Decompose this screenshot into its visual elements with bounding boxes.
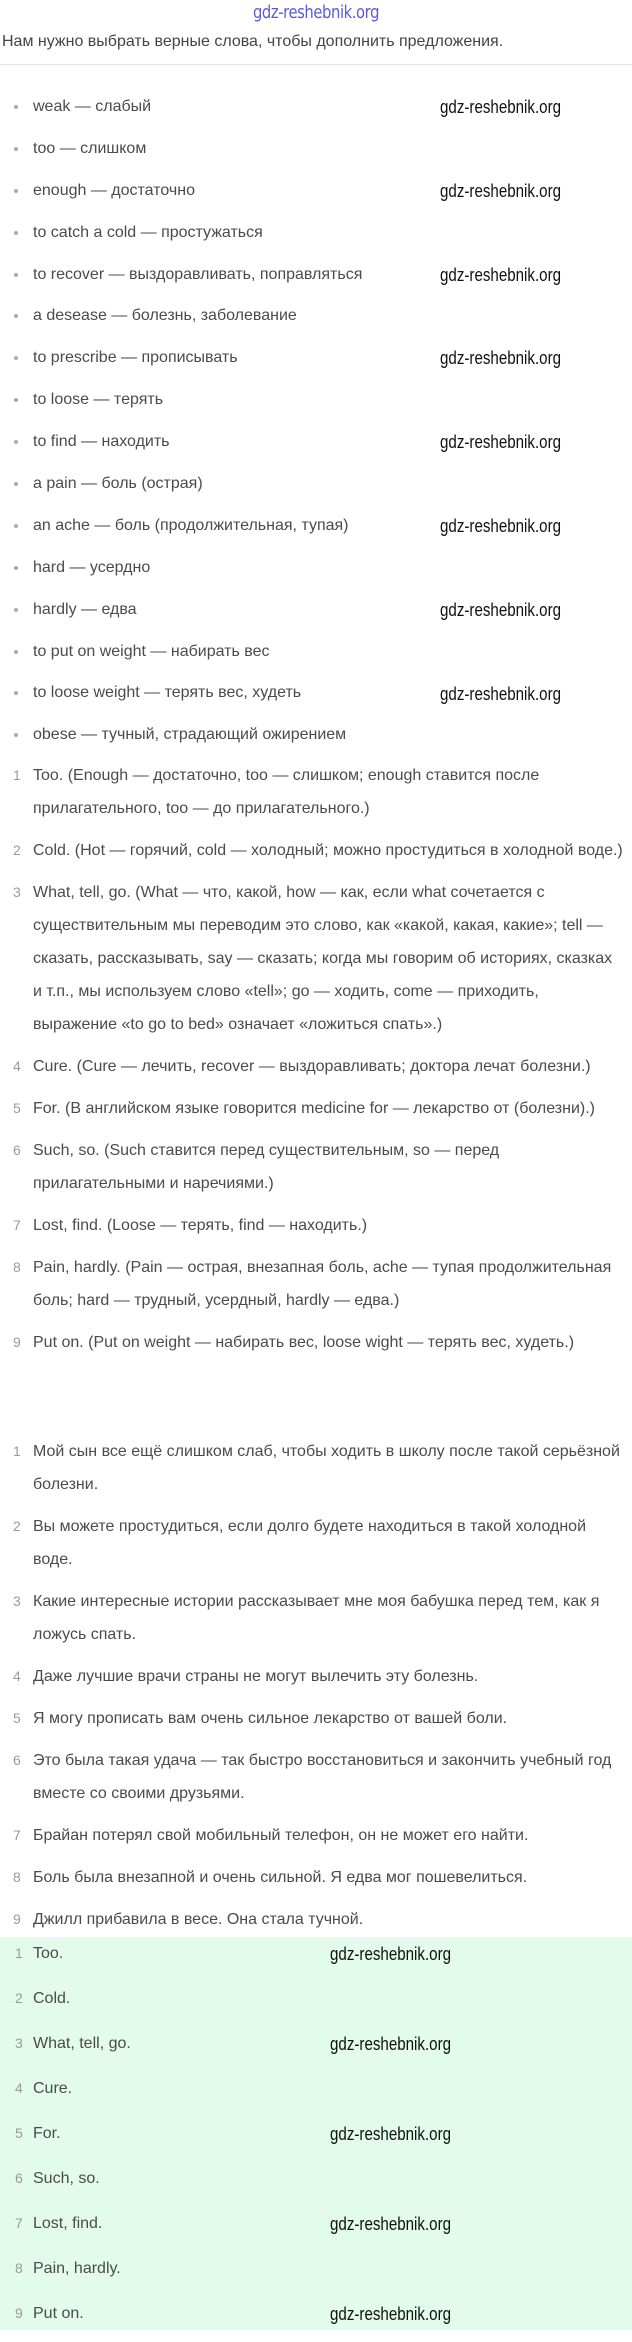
item-number: 5: [13, 1100, 21, 1116]
site-link-header[interactable]: gdz-reshebnik.org: [252, 2, 380, 23]
item-text: Cure. (Cure — лечить, recover — выздоравливать; доктора лечат болезни.): [33, 1058, 591, 1075]
item-text: Such, so. (Such ставится перед существительным, so — перед прилагательными и наречиями.): [33, 1142, 500, 1192]
item-number: 8: [13, 1869, 21, 1885]
item-text: What, tell, go.: [33, 2035, 131, 2052]
item-number: 7: [13, 1827, 21, 1843]
item-number: 6: [15, 2170, 23, 2186]
explanation-item: [0, 1251, 632, 1317]
vocabulary-text: a pain — боль (острая): [33, 475, 203, 493]
item-text: Put on. (Put on weight — набирать вес, loose wight — терять вес, худеть.): [33, 1334, 575, 1351]
item-number: 7: [13, 1217, 21, 1233]
answers-box: [0, 1937, 632, 2330]
item-text: Pain, hardly. (Pain — острая, внезапная боль, ache — тупая продолжительная боль; hard — трудный, усердный, hardly — едва.): [33, 1259, 612, 1309]
item-number: 3: [13, 1593, 21, 1609]
item-number: 5: [13, 1710, 21, 1726]
item-number: 4: [15, 2080, 23, 2096]
bullet-icon: [14, 733, 18, 737]
item-number: 7: [15, 2215, 23, 2231]
translation-item: [0, 1903, 632, 1936]
item-text: Боль была внезапной и очень сильной. Я едва мог пошевелиться.: [33, 1869, 528, 1886]
bullet-icon: [14, 147, 18, 151]
item-text: Джилл прибавила в весе. Она стала тучной.: [33, 1911, 364, 1928]
answer-item: [0, 2297, 632, 2342]
answer-item: [0, 2072, 632, 2117]
item-text: For. (В английском языке говорится medicine for — лекарство от (болезни).): [33, 1100, 595, 1117]
intro-text: Нам нужно выбрать верные слова, чтобы дополнить предложения.: [2, 33, 504, 50]
vocabulary-text: an ache — боль (продолжительная, тупая): [33, 516, 349, 534]
bullet-icon: [14, 231, 18, 235]
translation-item: [0, 1744, 632, 1810]
answer-item: [0, 1937, 632, 1982]
watermark: gdz-reshebnik.org: [440, 97, 562, 117]
item-text: Lost, find.: [33, 2215, 103, 2232]
item-text: Lost, find. (Loose — терять, find — находить.): [33, 1217, 368, 1234]
vocabulary-item: [0, 547, 632, 589]
vocabulary-item: [0, 631, 632, 673]
item-text: Cold.: [33, 1990, 71, 2007]
item-number: 1: [13, 1443, 21, 1459]
item-number: 8: [15, 2260, 23, 2276]
watermark: gdz-reshebnik.org: [330, 2034, 452, 2054]
bullet-icon: [14, 273, 18, 277]
item-text: Cure.: [33, 2080, 73, 2097]
item-number: 4: [13, 1668, 21, 1684]
item-text: Pain, hardly.: [33, 2260, 121, 2277]
translation-item: [0, 1819, 632, 1852]
item-number: 9: [15, 2305, 23, 2321]
watermark: gdz-reshebnik.org: [440, 264, 562, 285]
translation-item: [0, 1702, 632, 1735]
item-text: Даже лучшие врачи страны не могут вылечить эту болезнь.: [33, 1668, 479, 1685]
item-text: For.: [33, 2125, 61, 2142]
watermark: gdz-reshebnik.org: [440, 599, 562, 620]
item-number: 6: [13, 1142, 21, 1158]
vocabulary-item: [0, 295, 632, 337]
watermark: gdz-reshebnik.org: [440, 516, 562, 536]
item-number: 1: [13, 767, 21, 783]
bullet-icon: [14, 691, 18, 695]
vocabulary-text: weak — слабый: [33, 98, 152, 115]
vocabulary-text: hardly — едва: [33, 600, 137, 618]
watermark: gdz-reshebnik.org: [330, 1944, 452, 1964]
translation-item: [0, 1660, 632, 1693]
vocabulary-text: to prescribe — прописывать: [33, 349, 238, 367]
answers-list: [0, 1937, 632, 2342]
item-number: 1: [15, 1945, 23, 1961]
explanation-item: [0, 1209, 632, 1242]
bullet-icon: [14, 482, 18, 486]
item-number: 6: [13, 1752, 21, 1768]
watermark: gdz-reshebnik.org: [440, 348, 562, 369]
explanation-item: [0, 1134, 632, 1200]
bullet-icon: [14, 566, 18, 570]
explanation-item: [0, 876, 632, 1041]
answer-item: [0, 2207, 632, 2252]
bullet-icon: [14, 440, 18, 444]
bullet-icon: [14, 524, 18, 528]
vocabulary-text: to catch a cold — простужаться: [33, 223, 263, 241]
translation-item: [0, 1435, 632, 1501]
bullet-icon: [14, 608, 18, 612]
vocabulary-text: to loose weight — терять вес, худеть: [33, 684, 302, 702]
item-text: Cold. (Hot — горячий, cold — холодный; можно простудиться в холодной воде.): [33, 842, 623, 859]
divider: [0, 64, 632, 65]
answer-item: [0, 2117, 632, 2162]
item-text: Вы можете простудиться, если долго будете находиться в такой холодной воде.: [33, 1518, 587, 1568]
vocabulary-item: [0, 128, 632, 170]
watermark: gdz-reshebnik.org: [440, 432, 562, 453]
item-text: Это была такая удача — так быстро восстановиться и закончить учебный год вместе со своими друзьями.: [33, 1752, 612, 1802]
item-number: 2: [13, 842, 21, 858]
item-number: 5: [15, 2125, 23, 2141]
item-text: Я могу прописать вам очень сильное лекарство от вашей боли.: [33, 1710, 508, 1727]
answer-item: [0, 1982, 632, 2027]
item-number: 4: [13, 1058, 21, 1074]
bullet-icon: [14, 189, 18, 193]
explanation-item: [0, 1092, 632, 1125]
vocabulary-text: to put on weight — набирать вес: [33, 642, 270, 660]
bullet-icon: [14, 314, 18, 318]
vocabulary-text: too — слишком: [33, 139, 147, 157]
item-text: Какие интересные истории рассказывает мне моя бабушка перед тем, как я ложусь спать.: [33, 1593, 600, 1643]
item-text: Such, so.: [33, 2170, 100, 2187]
vocabulary-item: [0, 714, 632, 756]
bullet-icon: [14, 650, 18, 654]
item-number: 2: [15, 1990, 23, 2006]
watermark: gdz-reshebnik.org: [330, 2304, 452, 2324]
item-number: 2: [13, 1518, 21, 1534]
answer-item: [0, 2252, 632, 2297]
vocabulary-text: a desease — болезнь, заболевание: [33, 307, 297, 325]
bullet-icon: [14, 105, 18, 109]
vocabulary-text: enough — достаточно: [33, 181, 195, 199]
item-text: Put on.: [33, 2305, 84, 2322]
vocabulary-text: to loose — терять: [33, 391, 164, 409]
item-text: Брайан потерял свой мобильный телефон, он не может его найти.: [33, 1827, 529, 1844]
item-text: What, tell, go. (What — что, какой, how — как, если what сочетается с существительным мы переводим это слово, как «какой, какая, какие»; tell — сказать, рассказывать, say — сказать; когда мы говорим об историях, сказках и т.п., мы используем слово «tell»; go — ходить, come — приходить, выражение «to go to bed» означает «ложиться спать».): [33, 884, 613, 1033]
watermark: gdz-reshebnik.org: [440, 683, 562, 704]
translation-item: [0, 1861, 632, 1894]
explanation-item: [0, 1326, 632, 1359]
watermark: gdz-reshebnik.org: [440, 180, 562, 201]
bullet-icon: [14, 398, 18, 402]
item-text: Too. (Enough — достаточно, too — слишком; enough ставится после прилагательного, too — до прилагательного.): [33, 767, 540, 817]
item-number: 9: [13, 1334, 21, 1350]
vocabulary-item: [0, 212, 632, 254]
explanations-list: [0, 759, 632, 1368]
explanation-item: [0, 759, 632, 825]
explanation-item: [0, 834, 632, 867]
translations-list: [0, 1435, 632, 1945]
vocabulary-item: [0, 463, 632, 505]
item-number: 9: [13, 1911, 21, 1927]
item-number: 3: [13, 884, 21, 900]
vocabulary-item: [0, 379, 632, 421]
translation-item: [0, 1585, 632, 1651]
watermark: gdz-reshebnik.org: [330, 2214, 452, 2234]
vocabulary-text: hard — усердно: [33, 558, 151, 576]
vocabulary-text: to recover — выздоравливать, поправляться: [33, 265, 363, 283]
watermark: gdz-reshebnik.org: [330, 2124, 452, 2144]
vocabulary-text: to find — находить: [33, 433, 170, 451]
item-text: Мой сын все ещё слишком слаб, чтобы ходить в школу после такой серьёзной болезни.: [33, 1443, 620, 1493]
item-number: 3: [15, 2035, 23, 2051]
item-text: Too.: [33, 1945, 64, 1962]
translation-item: [0, 1510, 632, 1576]
answer-item: [0, 2027, 632, 2072]
vocabulary-text: obese — тучный, страдающий ожирением: [33, 726, 347, 744]
bullet-icon: [14, 356, 18, 360]
explanation-item: [0, 1050, 632, 1083]
item-number: 8: [13, 1259, 21, 1275]
answer-item: [0, 2162, 632, 2207]
